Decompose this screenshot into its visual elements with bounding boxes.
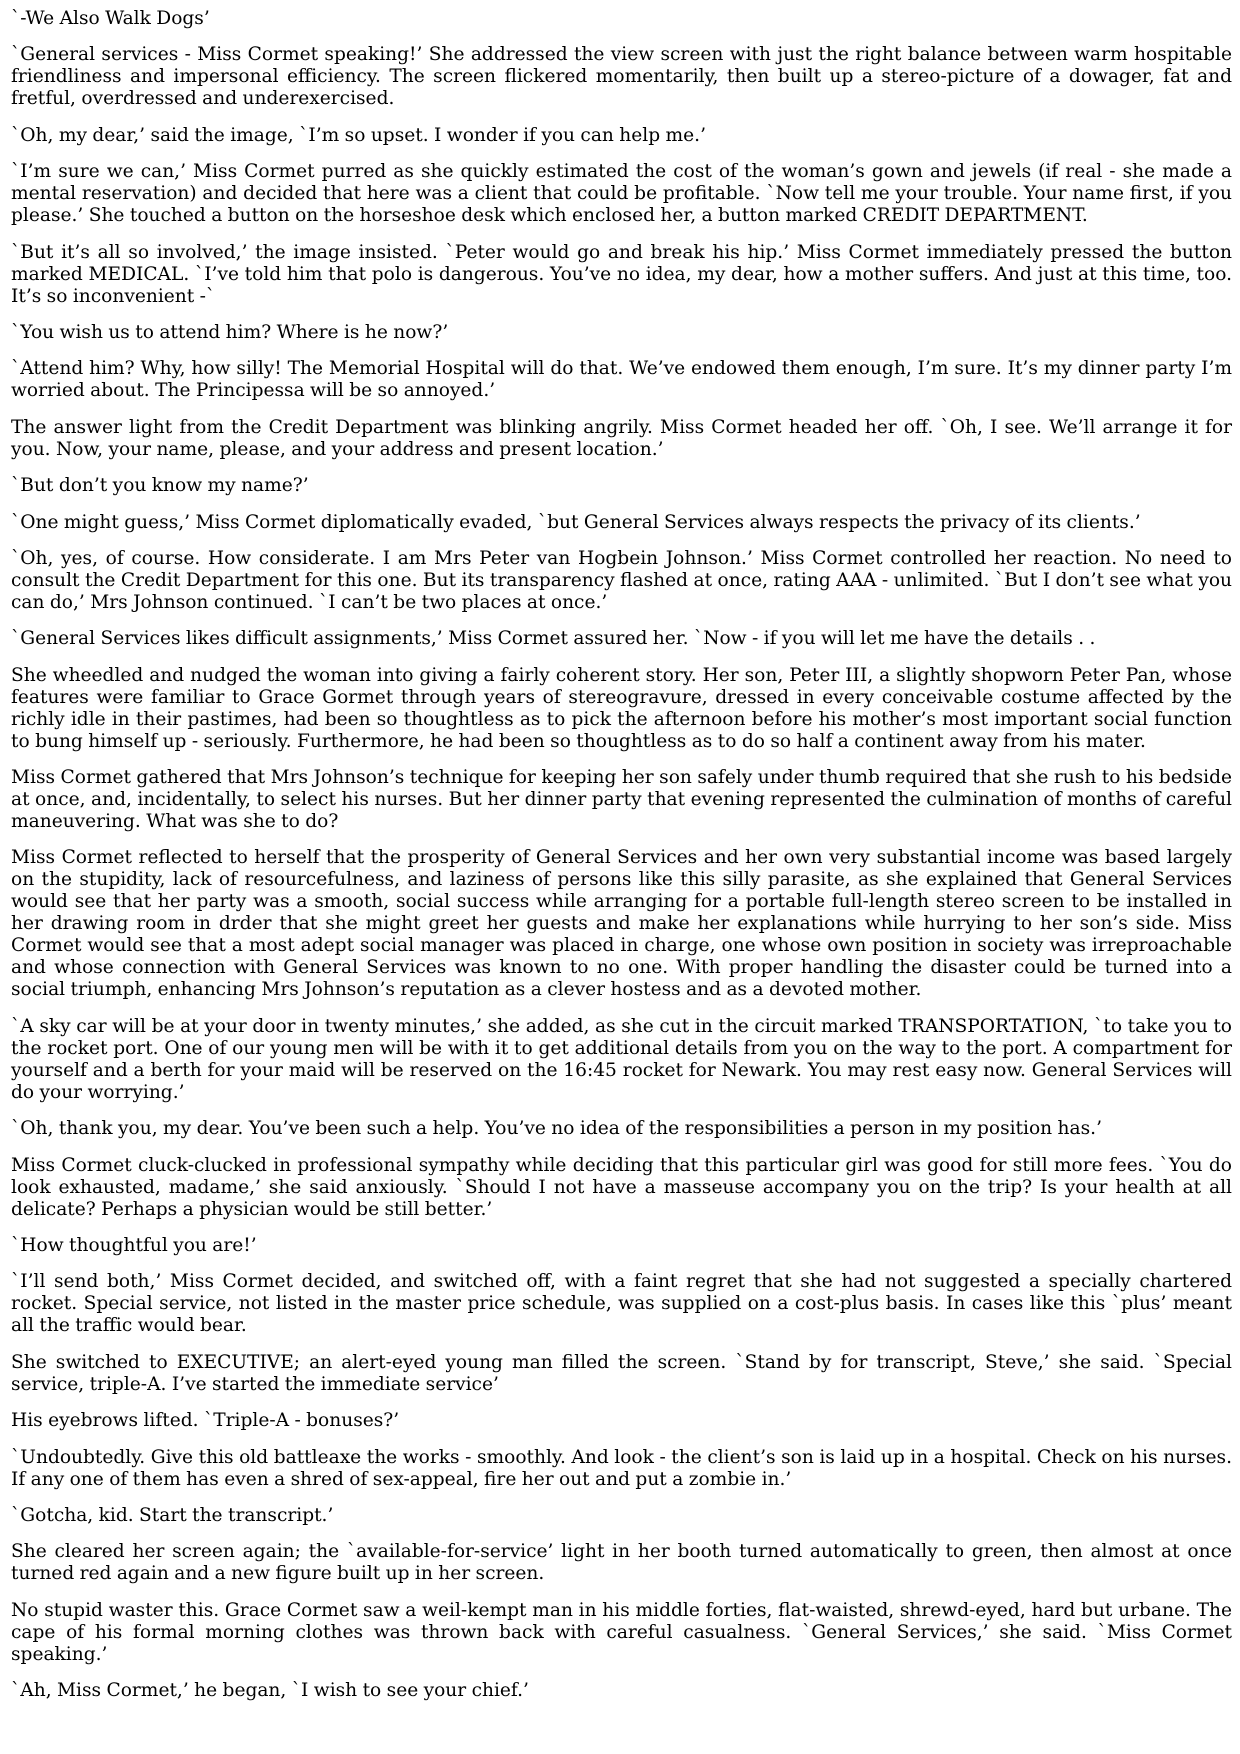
paragraph-11: `General Services likes difficult assignments,’ Miss Cormet assured her. `Now - if you will let me have the details . . — [11, 628, 1096, 650]
paragraph-16: `Oh, thank you, my dear. You’ve been such a help. You’ve no idea of the responsibilities a person in my position has.’ — [11, 1118, 1102, 1140]
paragraph-7: The answer light from the Credit Department was blinking angrily. Miss Cormet headed her off. `Oh, I see. We’ll arrange it for you. Now, your name, please, and your address and present location.’ — [11, 416, 1232, 460]
paragraph-10: `Oh, yes, of course. How considerate. I am Mrs Peter van Hogbein Johnson.’ Miss Cormet controlled her reaction. No need to consult the Credit Department for this one. But its transparency flashed at once, rating AAA - unlimited. `But I don’t see what you can do,’ Mrs Johnson continued. `I can’t be two places at once.’ — [11, 547, 1232, 613]
paragraph-26: `Ah, Miss Cormet,’ he began, `I wish to see your chief.’ — [11, 1680, 529, 1702]
paragraph-9: `One might guess,’ Miss Cormet diplomatically evaded, `but General Services always respects the privacy of its clients.’ — [11, 511, 1141, 533]
paragraph-6: `Attend him? Why, how silly! The Memorial Hospital will do that. We’ve endowed them enough, I’m sure. It’s my dinner party I’m worried about. The Principessa will be so annoyed.’ — [11, 358, 1232, 402]
paragraph-3: `I’m sure we can,’ Miss Cormet purred as she quickly estimated the cost of the woman’s gown and jewels (if real - she made a mental reservation) and decided that here was a client that could be profitable. `Now tell me your trouble. Your name first, if you please.’ She touched a button on the horseshoe desk which enclosed her, a button marked CREDIT DEPARTMENT. — [11, 161, 1232, 227]
paragraph-8: `But don’t you know my name?’ — [11, 475, 309, 497]
paragraph-20: She switched to EXECUTIVE; an alert-eyed young man filled the screen. `Stand by for transcript, Steve,’ she said. `Special service, triple-A. I’ve started the immediate service’ — [11, 1351, 1232, 1395]
paragraph-13: Miss Cormet gathered that Mrs Johnson’s technique for keeping her son safely under thumb required that she rush to his bedside at once, and, incidentally, to select his nurses. But her dinner party that evening represented the culmination of months of careful maneuvering. What was she to do? — [11, 767, 1232, 833]
paragraph-18: `How thoughtful you are!’ — [11, 1235, 257, 1257]
paragraph-21: His eyebrows lifted. `Triple-A - bonuses?’ — [11, 1410, 400, 1432]
story-title: `-We Also Walk Dogs’ — [11, 8, 210, 29]
document-page — [11, 8, 1232, 1717]
paragraph-23: `Gotcha, kid. Start the transcript.’ — [11, 1504, 334, 1526]
paragraph-25: No stupid waster this. Grace Cormet saw a weil-kempt man in his middle forties, flat-waisted, shrewd-eyed, hard but urbane. The cape of his formal morning clothes was thrown back with careful casualness. `General Services,’ she said. `Miss Cormet speaking.’ — [11, 1599, 1232, 1665]
paragraph-17: Miss Cormet cluck-clucked in professional sympathy while deciding that this particular girl was good for still more fees. `You do look exhausted, madame,’ she said anxiously. `Should I not have a masseuse accompany you on the trip? Is your health at all delicate? Perhaps a physician would be still better.’ — [11, 1154, 1232, 1220]
paragraph-2: `Oh, my dear,’ said the image, `I’m so upset. I wonder if you can help me.’ — [11, 124, 706, 146]
paragraph-15: `A sky car will be at your door in twenty minutes,’ she added, as she cut in the circuit marked TRANSPORTATION, `to take you to the rocket port. One of our young men will be with it to get additional details from you on the way to the port. A compartment for yourself and a berth for your maid will be reserved on the 16:45 rocket for Newark. You may rest easy now. General Services will do your worrying.’ — [11, 1015, 1232, 1103]
paragraph-24: She cleared her screen again; the `available-for-service’ light in her booth turned automatically to green, then almost at once turned red again and a new figure built up in her screen. — [11, 1541, 1232, 1585]
paragraph-5: `You wish us to attend him? Where is he now?’ — [11, 321, 449, 343]
paragraph-22: `Undoubtedly. Give this old battleaxe the works - smoothly. And look - the client’s son is laid up in a hospital. Check on his nurses. If any one of them has even a shred of sex-appeal, fire her out and put a zombie in.’ — [11, 1446, 1232, 1490]
paragraph-1: `General services - Miss Cormet speaking!’ She addressed the view screen with just the right balance between warm hospitable friendliness and impersonal efficiency. The screen flickered momentarily, then built up a stereo-picture of a dowager, fat and fretful, overdressed and underexercised. — [11, 44, 1232, 110]
paragraph-19: `I’ll send both,’ Miss Cormet decided, and switched off, with a faint regret that she had not suggested a specially chartered rocket. Special service, not listed in the master price schedule, was supplied on a cost-plus basis. In cases like this `plus’ meant all the traffic would bear. — [11, 1271, 1232, 1337]
paragraph-14: Miss Cormet reflected to herself that the prosperity of General Services and her own very substantial income was based largely on the stupidity, lack of resourcefulness, and laziness of persons like this silly parasite, as she explained that General Services would see that her party was a smooth, social success while arranging for a portable full-length stereo screen to be installed in her drawing room in drder that she might greet her guests and make her explanations while hurrying to her son’s side. Miss Cormet would see that a most adept social manager was placed in charge, one whose own position in society was irreproachable and whose connection with General Services was known to no one. With proper handling the disaster could be turned into a social triumph, enhancing Mrs Johnson’s reputation as a clever hostess and as a devoted mother. — [11, 847, 1232, 1001]
paragraph-4: `But it’s all so involved,’ the image insisted. `Peter would go and break his hip.’ Miss Cormet immediately pressed the button marked MEDICAL. `I’ve told him that polo is dangerous. You’ve no idea, my dear, how a mother suffers. And just at this time, too. It’s so inconvenient -` — [11, 241, 1232, 307]
paragraph-12: She wheedled and nudged the woman into giving a fairly coherent story. Her son, Peter III, a slightly shopworn Peter Pan, whose features were familiar to Grace Gormet through years of stereogravure, dressed in every conceivable costume affected by the richly idle in their pastimes, had been so thoughtless as to pick the afternoon before his mother’s most important social function to bung himself up - seriously. Furthermore, he had been so thoughtless as to do so half a continent away from his mater. — [11, 664, 1232, 752]
